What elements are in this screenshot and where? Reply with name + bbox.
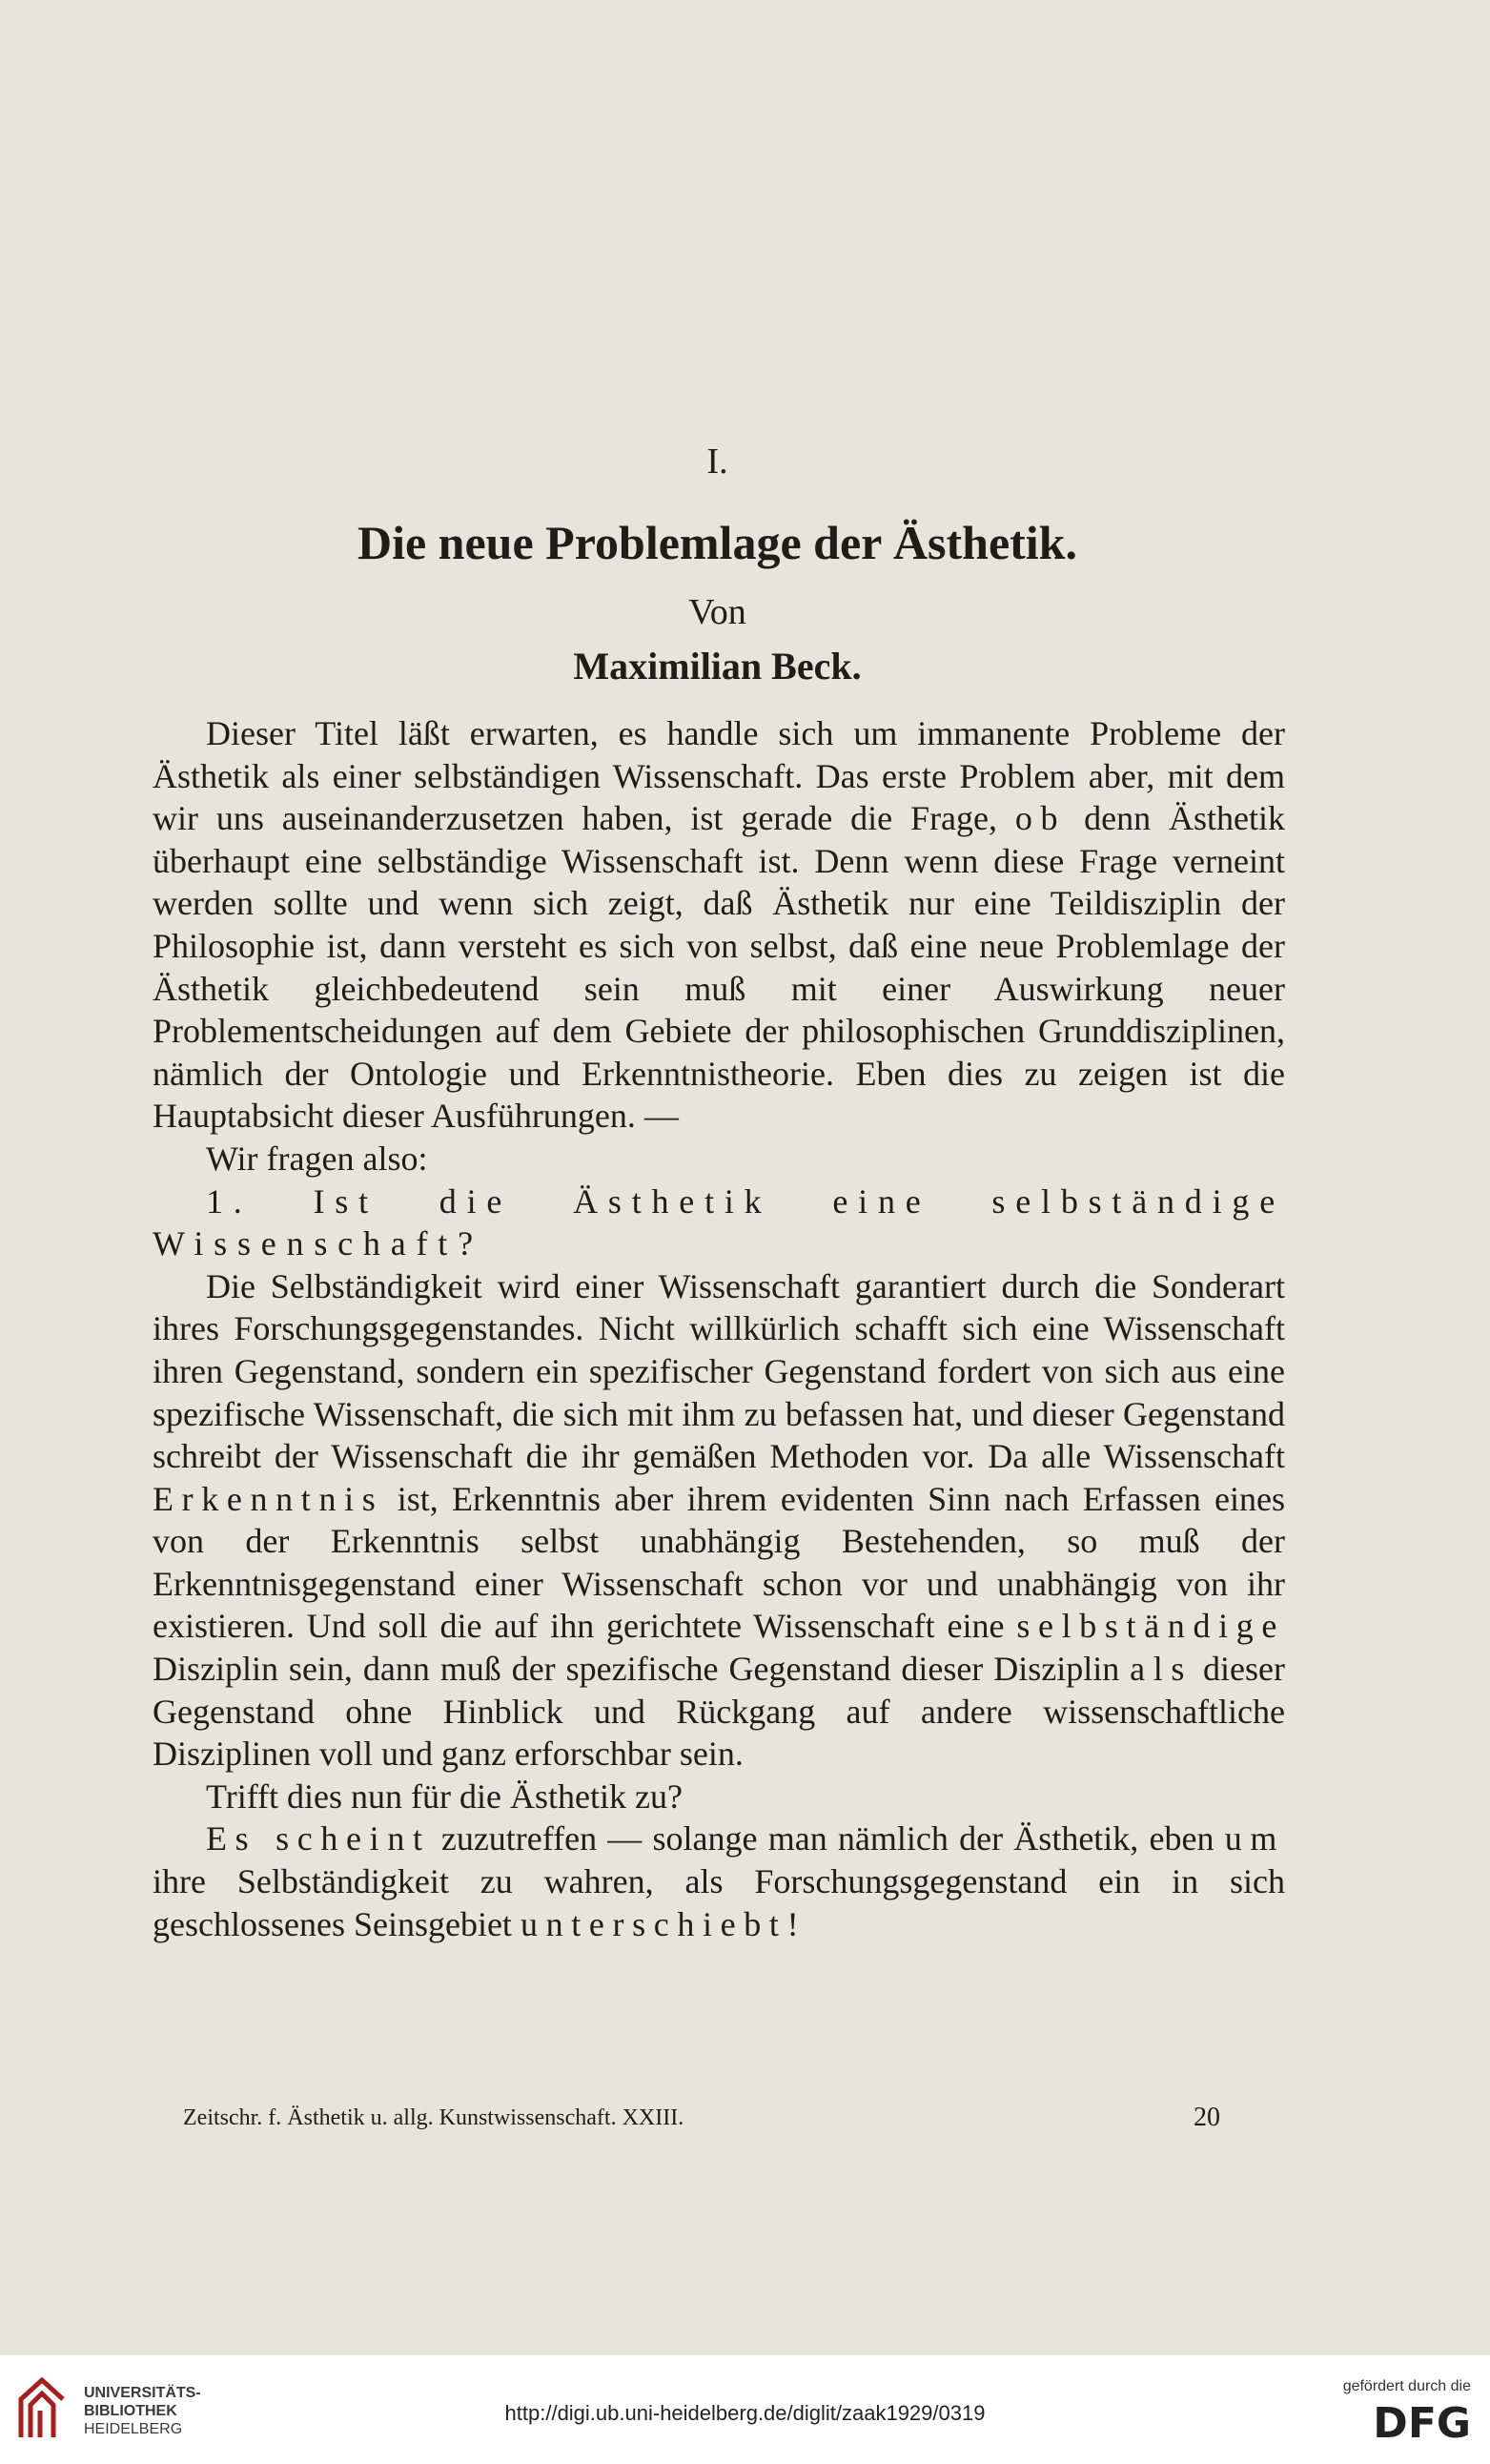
- emphasis-ob: ob: [1014, 799, 1067, 838]
- library-bar: [0, 2355, 1490, 2464]
- library-name-line3: HEIDELBERG: [84, 2421, 183, 2437]
- emphasis-erkenntnis: Erkenntnis: [153, 1479, 384, 1518]
- page-number: 20: [1194, 2103, 1220, 2132]
- journal-footer: Zeitschr. f. Ästhetik u. allg. Kunstwissenschaft. XXIII.: [183, 2105, 684, 2130]
- emphasis-selbstaendige: selbständige: [1016, 1607, 1285, 1646]
- library-name-line2: BIBLIOTHEK: [84, 2403, 177, 2419]
- subsection-heading: 1. Ist die Ästhetik eine selbständige Wissenschaft?: [153, 1181, 1285, 1263]
- dfg-logo-text: DFG: [1373, 2401, 1471, 2441]
- emphasis-als: als: [1130, 1650, 1194, 1689]
- paragraph-4-text-c: Disziplin sein, dann muß der spezifische Gegenstand dieser Disziplin: [153, 1650, 1131, 1689]
- dfg-logo-icon[interactable]: [1330, 2401, 1473, 2441]
- paragraph-1: [153, 712, 1285, 1138]
- paragraph-6-text-c: !: [786, 1904, 799, 1943]
- emphasis-um: um: [1224, 1819, 1286, 1858]
- paragraph-6-text-b: ihre Selbständigkeit zu wahren, als Forschungsgegenstand ein in sich geschlossenes Seinsgebiet: [153, 1862, 1285, 1943]
- paragraph-6-text-a: zuzutreffen — solange man nämlich der Ästhetik, eben: [430, 1819, 1225, 1858]
- article-title: Die neue Problemlage der Ästhetik.: [357, 516, 1077, 569]
- article-body: [153, 712, 1285, 1945]
- paragraph-1-text-b: denn Ästhetik überhaupt eine selbständige Wissenschaft ist. Denn wenn diese Frage verneint werden sollte und wenn sich zeigt, daß Ästhetik nur eine Teildisziplin der Philosophie ist, dann versteht es sich von selbst, daß eine neue Problemlage der Ästhetik gleichbedeutend sein muß mit einer Auswirkung neuer Problementscheidungen auf dem Gebiete der philosophischen Grunddisziplinen, nämlich der Ontologie und Erkenntnistheorie. Eben dies zu zeigen ist die Hauptabsicht dieser Ausführungen. —: [153, 799, 1285, 1136]
- paragraph-5: Trifft dies nun für die Ästhetik zu?: [206, 1776, 683, 1816]
- paragraph-2: Wir fragen also:: [206, 1139, 428, 1178]
- paragraph-4: [153, 1265, 1285, 1776]
- library-name-line1: UNIVERSITÄTS-: [84, 2385, 201, 2401]
- author-name: Maximilian Beck.: [573, 645, 862, 688]
- funding-label: gefördert durch die: [1342, 2378, 1471, 2394]
- emphasis-es-scheint: Es scheint: [206, 1819, 431, 1858]
- paragraph-4-text-d: dieser Gegenstand ohne Hinblick und Rückgang auf andere wissenschaftliche Disziplinen voll und ganz erforschbar sein.: [153, 1650, 1285, 1774]
- paragraph-1-text-a: Dieser Titel läßt erwarten, es handle sich um immanente Probleme der Ästhetik als einer selbständigen Wissenschaft. Das erste Problem aber, mit dem wir uns auseinanderzusetzen haben, ist gerade die Frage,: [153, 714, 1285, 838]
- emphasis-unterschiebt: unterschiebt: [520, 1904, 787, 1943]
- paragraph-4-text-b: ist, Erkenntnis aber ihrem evidenten Sinn nach Erfassen eines von der Erkenntnis selbst unabhängig Bestehenden, so muß der Erkenntnisgegenstand einer Wissenschaft schon vor und unabhängig von ihr existieren. Und soll die auf ihn gerichtete Wissenschaft eine: [153, 1479, 1285, 1646]
- paragraph-6: [153, 1817, 1285, 1945]
- permalink-url[interactable]: http://digi.ub.uni-heidelberg.de/diglit/zaak1929/0319: [504, 2401, 986, 2425]
- section-number: I.: [706, 441, 728, 482]
- byline-prefix: Von: [688, 592, 746, 632]
- paragraph-4-text-a: Die Selbständigkeit wird einer Wissenschaft garantiert durch die Sonderart ihres Forschungsgegenstandes. Nicht willkürlich schafft sich eine Wissenschaft ihren Gegenstand, sondern ein spezifischer Gegenstand fordert von sich aus eine spezifische Wissenschaft, die sich mit ihm zu befassen hat, und dieser Gegenstand schreibt der Wissenschaft die ihr gemäßen Methoden vor. Da alle Wissenschaft: [153, 1266, 1285, 1476]
